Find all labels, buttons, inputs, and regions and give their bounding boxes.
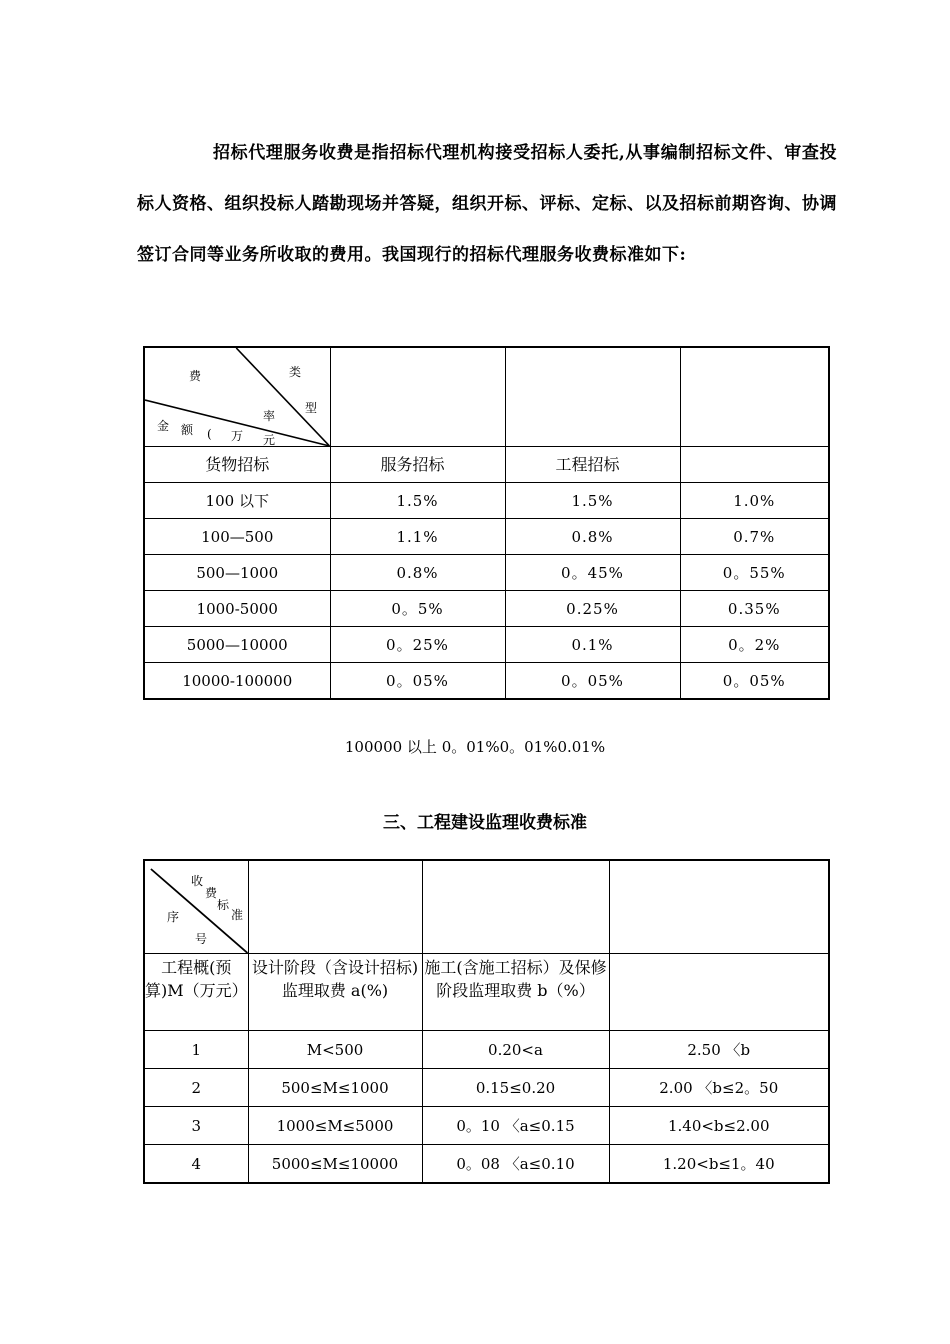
col-header: 服务招标 (330, 447, 505, 483)
rate-cell: 0。45% (505, 555, 680, 591)
rate-cell: 1.1% (330, 519, 505, 555)
table-row (144, 591, 829, 627)
diag-label-fei: 费 (189, 369, 202, 383)
table-row (144, 1069, 829, 1107)
table-row (144, 627, 829, 663)
fee-b-cell: 1.40<b≤2.00 (609, 1107, 829, 1145)
rate-cell: 0。2% (680, 627, 829, 663)
col-header: 工程概(预算)M（万元） (144, 954, 248, 1031)
col-header: 工程招标 (505, 447, 680, 483)
diag-label-lv: 率 (263, 409, 276, 423)
table-row (144, 1145, 829, 1184)
range-cell: 5000≤M≤10000 (248, 1145, 422, 1184)
table-row (144, 555, 829, 591)
rate-cell: 0.35% (680, 591, 829, 627)
supervision-fee-table (143, 859, 830, 1184)
intro-paragraph: 招标代理服务收费是指招标代理机构接受招标人委托,从事编制招标文件、审查投标人资格、组织投标人踏勘现场并答疑，组织开标、评标、定标、以及招标前期咨询、协调签订合同等业务所收取的费用。我国现行的招标代理服务收费标准如下: (137, 143, 837, 265)
rate-cell: 1.5% (505, 483, 680, 519)
diag-label-fei: 费 (205, 886, 218, 900)
diag-label-biao: 标 (217, 898, 230, 912)
section-heading: 三、工程建设监理收费标准 (383, 813, 587, 833)
table-row (144, 1031, 829, 1069)
table-header-row (144, 347, 829, 447)
fee-a-cell: 0。10 〈a≤0.15 (422, 1107, 609, 1145)
rate-cell: 0。05% (680, 663, 829, 700)
amount-cell: 100—500 (144, 519, 330, 555)
table-row (144, 519, 829, 555)
rate-cell: 0.8% (505, 519, 680, 555)
rate-cell: 0.7% (680, 519, 829, 555)
col-header: 施工(含施工招标）及保修阶段监理取费 b（%） (422, 954, 609, 1031)
rate-cell: 0。25% (330, 627, 505, 663)
amount-cell: 1000-5000 (144, 591, 330, 627)
col-header: 货物招标 (144, 447, 330, 483)
diag-label-e: 额 (181, 423, 194, 437)
amount-cell: 5000—10000 (144, 627, 330, 663)
rate-cell: 0。55% (680, 555, 829, 591)
rate-cell: 0。5% (330, 591, 505, 627)
diagonal-header-cell (144, 860, 248, 954)
table-subheader-row (144, 447, 829, 483)
diag-label-yuan: 元 (263, 433, 276, 447)
index-cell: 4 (144, 1145, 248, 1184)
rate-cell: 0。05% (330, 663, 505, 700)
diag-label-jin: 金 (157, 419, 170, 433)
range-cell: M<500 (248, 1031, 422, 1069)
col-header (680, 447, 829, 483)
fee-b-cell: 2.00 〈b≤2。50 (609, 1069, 829, 1107)
col-header: 设计阶段（含设计招标)监理取费 a(%) (248, 954, 422, 1031)
agency-fee-table (143, 346, 830, 700)
diag-label-lei: 类 (289, 365, 302, 379)
amount-cell: 100 以下 (144, 483, 330, 519)
amount-cell: 500—1000 (144, 555, 330, 591)
range-cell: 500≤M≤1000 (248, 1069, 422, 1107)
rate-cell: 0。05% (505, 663, 680, 700)
amount-cell: 10000-100000 (144, 663, 330, 700)
table-row (144, 663, 829, 700)
fee-a-cell: 0.20<a (422, 1031, 609, 1069)
diag-label-zhun: 准 (231, 908, 244, 922)
diag-label-xing: 型 (305, 401, 318, 415)
diag-label-xu: 序 (167, 910, 180, 924)
index-cell: 1 (144, 1031, 248, 1069)
fee-b-cell: 1.20<b≤1。40 (609, 1145, 829, 1184)
fee-a-cell: 0.15≤0.20 (422, 1069, 609, 1107)
rate-cell: 0.1% (505, 627, 680, 663)
range-cell: 1000≤M≤5000 (248, 1107, 422, 1145)
rate-cell: 1.0% (680, 483, 829, 519)
table-row (144, 483, 829, 519)
diag-label-paren: ( (207, 427, 212, 441)
diagonal-header-cell (144, 347, 330, 447)
fee-a-cell: 0。08 〈a≤0.10 (422, 1145, 609, 1184)
index-cell: 3 (144, 1107, 248, 1145)
table-subheader-row (144, 954, 829, 1031)
table-row (144, 1107, 829, 1145)
rate-cell: 0.8% (330, 555, 505, 591)
diag-label-shou: 收 (191, 874, 204, 888)
col-header (609, 954, 829, 1031)
fee-b-cell: 2.50 〈b (609, 1031, 829, 1069)
rate-cell: 1.5% (330, 483, 505, 519)
diag-label-wan: 万 (231, 429, 244, 443)
rate-cell: 0.25% (505, 591, 680, 627)
after-table-text: 100000 以上 0。01%0。01%0.01% (344, 738, 606, 756)
diag-label-hao: 号 (195, 932, 208, 946)
table-header-row (144, 860, 829, 954)
index-cell: 2 (144, 1069, 248, 1107)
